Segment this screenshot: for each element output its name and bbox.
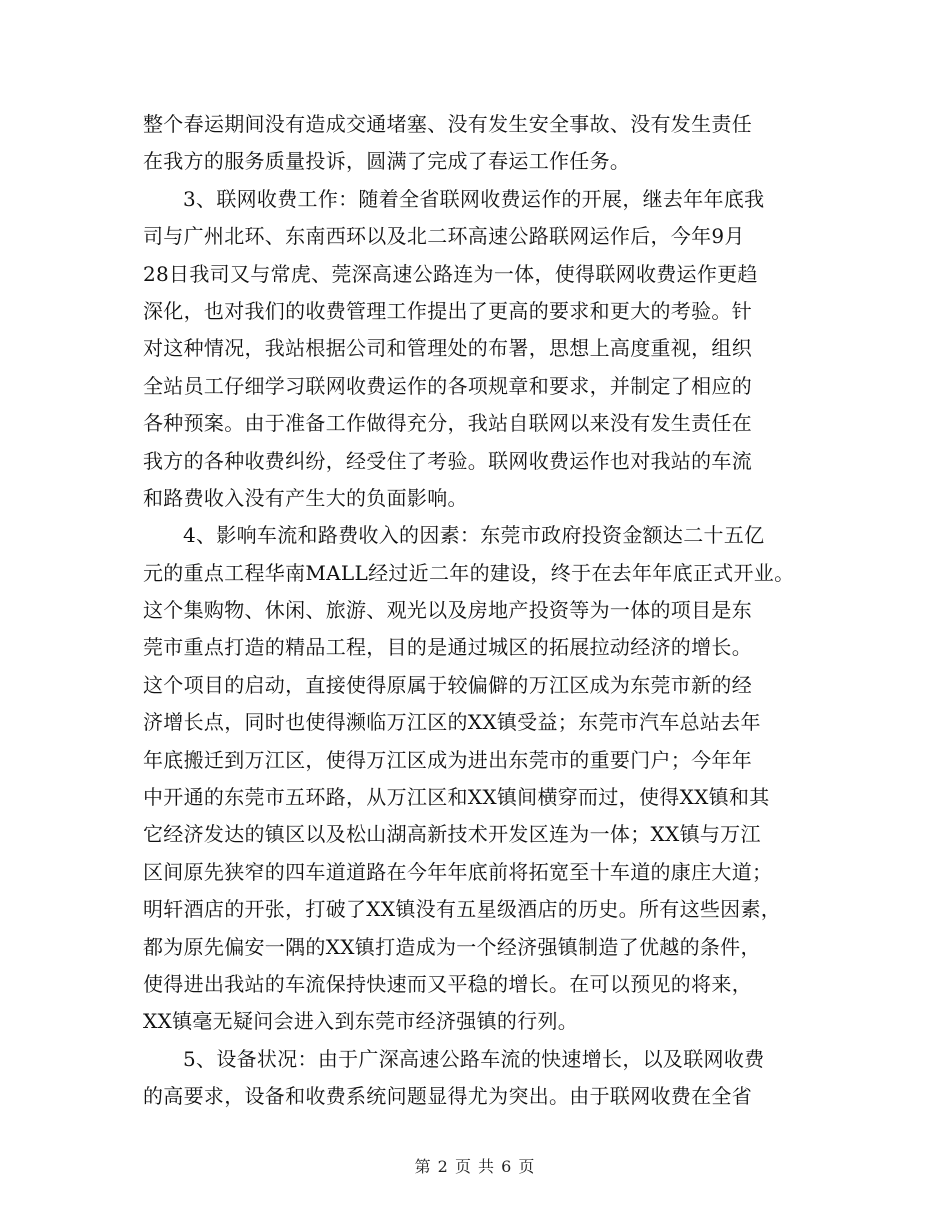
text-line: 在我方的服务质量投诉，圆满了完成了春运工作任务。 [143,149,631,174]
text-line: 这个集购物、休闲、旅游、观光以及房地产投资等为一体的项目是东 [143,598,752,623]
text-line: 的高要求，设备和收费系统问题显得尤为突出。由于联网收费在全省 [143,1084,752,1109]
page-footer: 第 2 页 共 6 页 [414,1157,536,1176]
text-line: 区间原先狭窄的四车道道路在今年年底前将拓宽至十车道的康庄大道； [143,859,773,884]
text-line: 对这种情况，我站根据公司和管理处的布署，思想上高度重视，组织 [143,336,752,361]
text-line: 中开通的东莞市五环路，从万江区和XX镇间横穿而过，使得XX镇和其 [143,785,770,810]
text-line: 它经济发达的镇区以及松山湖高新技术开发区连为一体；XX镇与万江 [143,822,761,847]
text-line: 全站员工仔细学习联网收费运作的各项规章和要求，并制定了相应的 [143,373,752,398]
text-line: 明轩酒店的开张，打破了XX镇没有五星级酒店的历史。所有这些因素， [143,897,782,922]
text-line: 司与广州北环、东南西环以及北二环高速公路联网运作后，今年9月 [143,224,745,249]
text-line: 3、联网收费工作：随着全省联网收费运作的开展，继去年年底我 [183,186,765,211]
text-line: 5、设备状况：由于广深高速公路车流的快速增长，以及联网收费 [183,1046,765,1071]
text-line: 都为原先偏安一隅的XX镇打造成为一个经济强镇制造了优越的条件， [143,934,761,959]
text-line: 使得进出我站的车流保持快速而又平稳的增长。在可以预见的将来， [143,971,752,996]
text-line: XX镇毫无疑问会进入到东莞市经济强镇的行列。 [143,1009,579,1034]
text-line: 28日我司又与常虎、莞深高速公路连为一体，使得联网收费运作更趋 [143,261,758,286]
text-line: 深化，也对我们的收费管理工作提出了更高的要求和更大的考验。针 [143,298,752,323]
text-line: 各种预案。由于准备工作做得充分，我站自联网以来没有发生责任在 [143,411,752,436]
document-body [143,106,823,1116]
text-line: 济增长点，同时也使得濒临万江区的XX镇受益；东莞市汽车总站去年 [143,710,761,735]
text-line: 整个春运期间没有造成交通堵塞、没有发生安全事故、没有发生责任 [143,112,752,136]
text-line: 4、影响车流和路费收入的因素：东莞市政府投资金额达二十五亿 [183,523,765,548]
text-line: 这个项目的启动，直接使得原属于较偏僻的万江区成为东莞市新的经 [143,672,752,697]
text-line: 年底搬迁到万江区，使得万江区成为进出东莞市的重要门户；今年年 [143,747,752,772]
text-line: 和路费收入没有产生大的负面影响。 [143,485,468,510]
text-line: 我方的各种收费纠纷，经受住了考验。联网收费运作也对我站的车流 [143,448,752,473]
text-line: 元的重点工程华南MALL经过近二年的建设，终于在去年年底正式开业。 [143,560,795,585]
text-line: 莞市重点打造的精品工程，目的是通过城区的拓展拉动经济的增长。 [143,635,752,660]
